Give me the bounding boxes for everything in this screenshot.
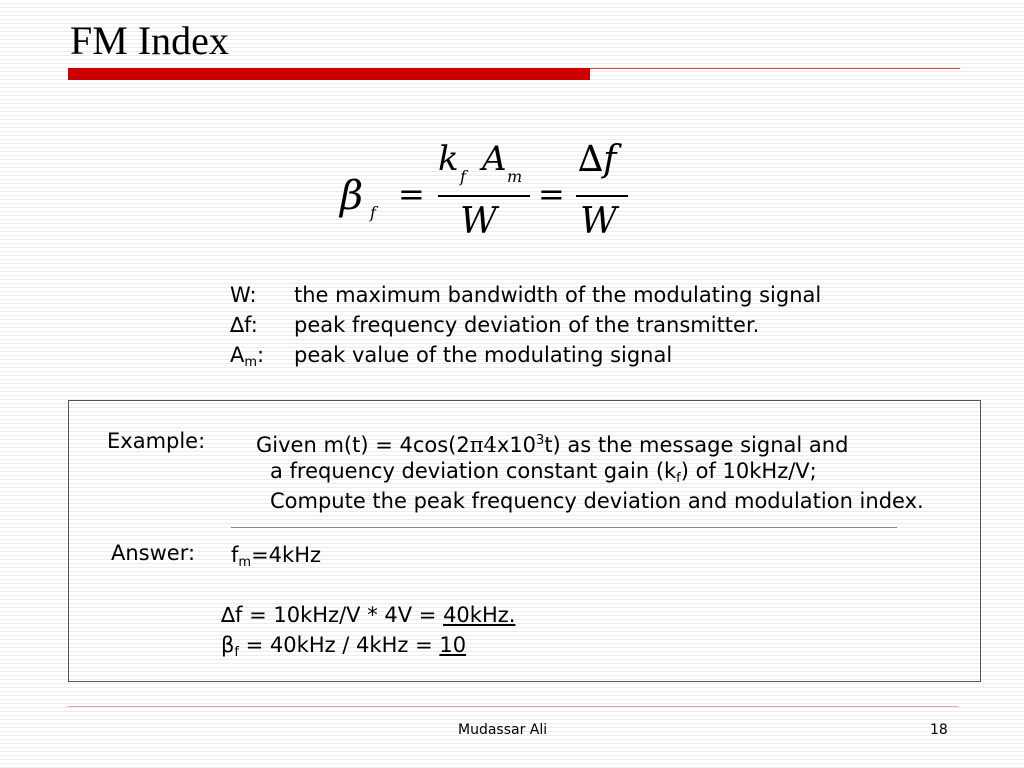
slide-number: 18 xyxy=(930,722,948,738)
definition-text: the maximum bandwidth of the modulating signal xyxy=(294,283,822,307)
answer-delta-f: ∆f = 10kHz/V * 4V = 40kHz. xyxy=(221,603,516,627)
answer-beta: $\beta_f = 40kHz / 4kHz = 10$ xyxy=(221,633,467,660)
definition-text: peak frequency deviation of the transmitter. xyxy=(294,313,760,337)
answer-fm: $f_m=4kHz$ xyxy=(231,543,322,570)
numerator-a: A xyxy=(482,139,507,179)
definition-delta-f xyxy=(230,310,759,340)
beta-symbol: β xyxy=(340,173,364,219)
footer-rule xyxy=(68,706,958,707)
definition-am xyxy=(230,340,672,378)
example-label: Example: xyxy=(107,429,206,453)
title-underline-rule xyxy=(590,68,960,69)
footer-author: Mudassar Ali xyxy=(458,722,548,738)
numerator-k-subscript: f xyxy=(460,167,466,186)
definition-w xyxy=(230,280,821,310)
denominator-w-1: W xyxy=(460,201,498,242)
title-underline-bar xyxy=(68,68,590,80)
equals-sign-1: = xyxy=(398,175,425,213)
definition-symbol: W: xyxy=(230,283,257,307)
numerator-k: k xyxy=(438,139,459,179)
equals-sign-2: = xyxy=(538,175,565,213)
fm-index-formula xyxy=(330,135,650,255)
fraction-bar-2 xyxy=(576,195,628,197)
definition-symbol: ∆f: xyxy=(230,313,258,337)
beta-subscript: f xyxy=(370,203,376,222)
definition-text: peak value of the modulating signal xyxy=(294,343,673,367)
fraction-bar-1 xyxy=(438,195,530,197)
example-line-1: Given $m(t) = 4\cos(2\pi 4x10^3t)$ as the message signal and xyxy=(256,433,849,457)
slide-title: FM Index xyxy=(70,18,229,63)
numerator-delta-f: ∆f xyxy=(578,139,617,180)
definition-symbol: $A_m$: xyxy=(230,343,265,370)
answer-label: Answer: xyxy=(111,541,196,565)
example-line-2: a frequency deviation constant gain $(k_f)$ of 10kHz/V; xyxy=(270,459,817,486)
example-box xyxy=(68,400,981,682)
denominator-w-2: W xyxy=(580,201,618,242)
example-separator xyxy=(231,527,897,528)
numerator-a-subscript: m xyxy=(507,167,523,186)
example-line-3: Compute the peak frequency deviation and modulation index. xyxy=(270,489,924,513)
